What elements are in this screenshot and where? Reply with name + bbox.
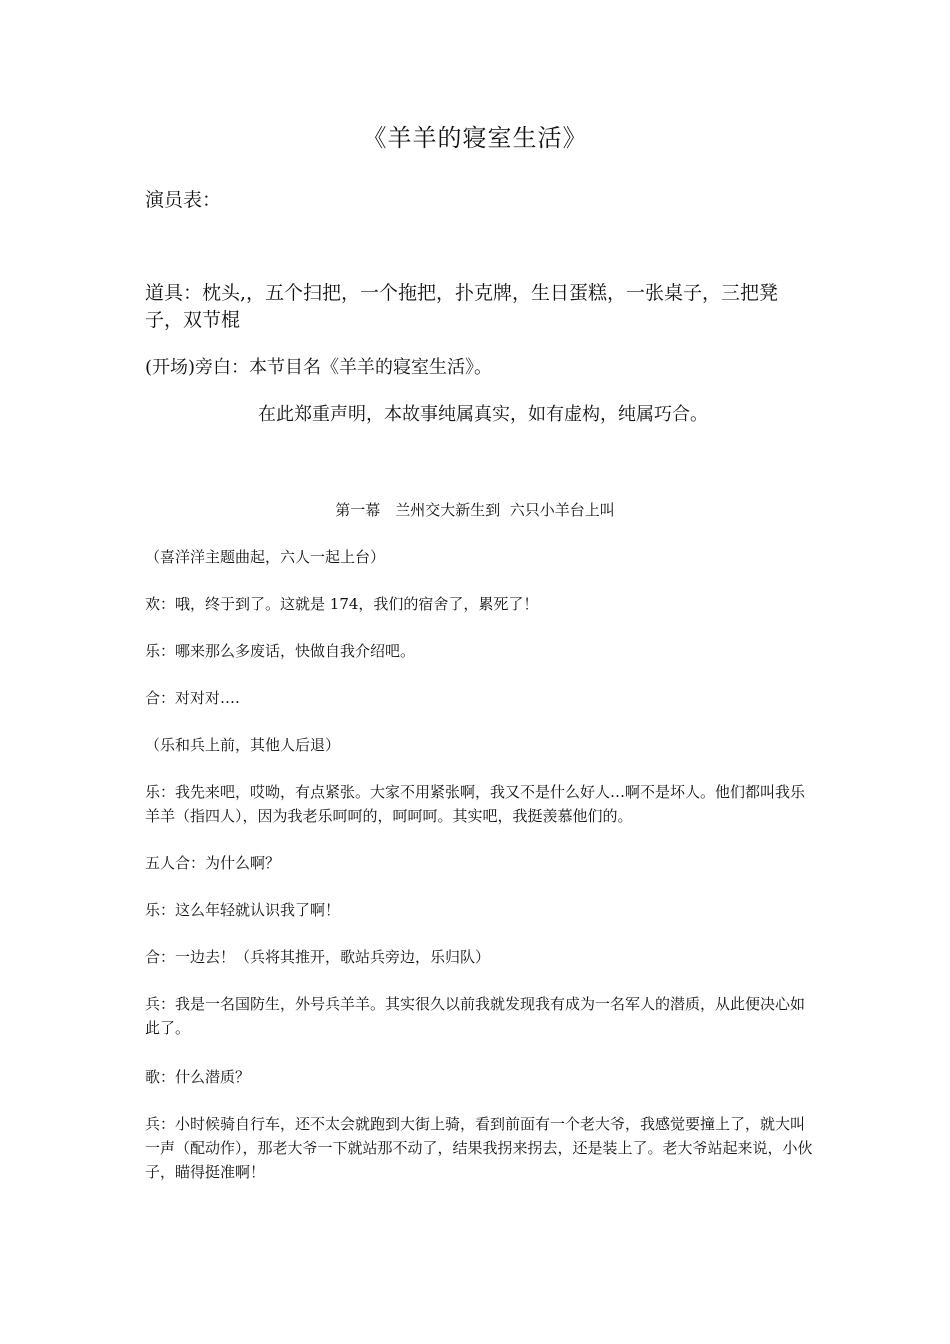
document-title: 《羊羊的寝室生活》 [362,124,588,152]
cast-list-label: 演员表： [145,189,222,211]
dialogue-line: 合：一边去！（兵将其推开，歌站兵旁边，乐归队） [145,948,491,966]
dialogue-line: 五人合：为什么啊？ [145,854,281,872]
dialogue-line: 乐：这么年轻就认识我了啊！ [145,901,341,919]
dialogue-line: 乐：哪来那么多废话，快做自我介绍吧。 [145,642,416,660]
dialogue-line: 兵：我是一名国防生，外号兵羊羊。其实很久以前我就发现我有成为一名军人的潜质，从此便决心如此了。 [145,995,806,1037]
dialogue-line: 兵：小时候骑自行车，还不太会就跑到大街上骑，看到前面有一个老大爷，我感觉要撞上了，就大叫一声（配动作），那老大爷一下就站那不动了，结果我拐来拐去，还是装上了。老大爷站起来说，小伙子，瞄得挺准啊！ [145,1115,813,1181]
stage-direction: （喜洋洋主题曲起，六人一起上台） [145,548,386,566]
dialogue-line: 欢：哦，终于到了。这就是 174，我们的宿舍了，累死了！ [145,595,539,613]
props-paragraph: 道具：枕头,，五个扫把，一个拖把，扑克牌，生日蛋糕，一张桌子，三把凳子，双节棍 [145,282,779,331]
disclaimer: 在此郑重声明，本故事纯属真实，如有虚构，纯属巧合。 [258,404,708,425]
stage-direction: （乐和兵上前，其他人后退） [145,736,341,754]
opening-narration: (开场)旁白：本节目名《羊羊的寝室生活》。 [145,357,493,378]
act-title: 第一幕 兰州交大新生到 六只小羊台上叫 [335,501,615,519]
dialogue-line: 歌：什么潜质？ [145,1068,251,1086]
dialogue-line: 乐：我先来吧，哎呦，有点紧张。大家不用紧张啊，我又不是什么好人…啊不是坏人。他们都叫我乐羊羊（指四人），因为我老乐呵呵的，呵呵呵。其实吧，我挺羡慕他们的。 [145,783,806,825]
dialogue-line: 合：对对对…. [145,689,240,707]
